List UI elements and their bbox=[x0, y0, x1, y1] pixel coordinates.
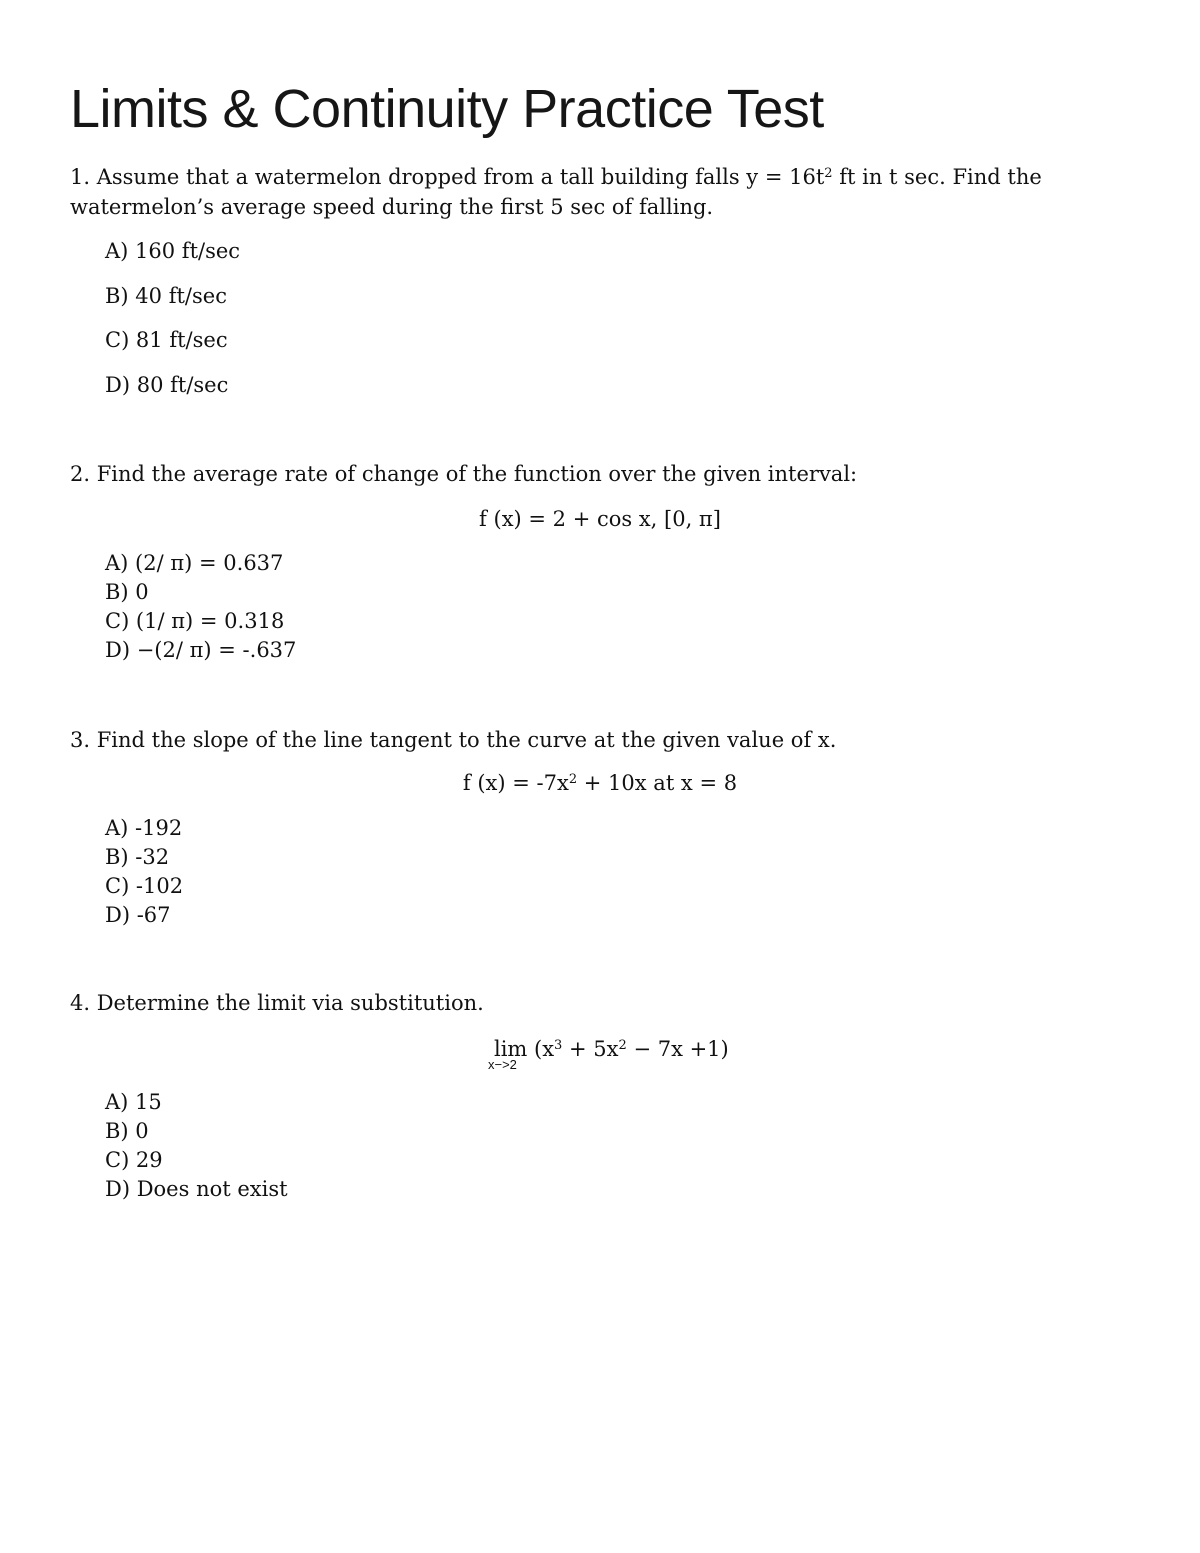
question-1-option-a: A) 160 ft/sec bbox=[105, 239, 241, 263]
question-1-option-b: B) 40 ft/sec bbox=[105, 284, 227, 308]
question-1-text-line-1: 1. Assume that a watermelon dropped from a tall building falls $y = 16t^2$ ft in t sec. Find the bbox=[70, 165, 1042, 189]
question-4-option-a: A) 15 bbox=[105, 1090, 162, 1114]
question-2-option-a: A) (2/ π) = 0.637 bbox=[105, 551, 284, 575]
question-4-option-c: C) 29 bbox=[105, 1148, 163, 1172]
question-1-option-d: D) 80 ft/sec bbox=[105, 373, 229, 397]
question-2-option-b: B) 0 bbox=[105, 580, 149, 604]
question-2-formula: f (x) = 2 + cos x, [0, π] bbox=[479, 507, 721, 531]
question-2-option-d: D) −(2/ π) = -.637 bbox=[105, 638, 297, 662]
question-2-option-c: C) (1/ π) = 0.318 bbox=[105, 609, 285, 633]
page-title: Limits & Continuity Practice Test bbox=[70, 79, 824, 139]
limit-polynomial: $(x^3 + 5x^2 - 7x +1)$ bbox=[534, 1037, 729, 1061]
question-2-text: 2. Find the average rate of change of the function over the given interval: bbox=[70, 462, 858, 486]
question-3-option-a: A) -192 bbox=[105, 816, 183, 840]
limit-operator: lim bbox=[494, 1037, 528, 1061]
question-4-text: 4. Determine the limit via substitution. bbox=[70, 991, 484, 1015]
question-3-text: 3. Find the slope of the line tangent to the curve at the given value of x. bbox=[70, 728, 837, 752]
question-3-option-d: D) -67 bbox=[105, 903, 171, 927]
limit-subscript: x−>2 bbox=[488, 1057, 517, 1072]
question-3-option-c: C) -102 bbox=[105, 874, 184, 898]
question-4-option-d: D) Does not exist bbox=[105, 1177, 288, 1201]
question-1-text-line-2: watermelon’s average speed during the first 5 sec of falling. bbox=[70, 195, 714, 219]
question-1-option-c: C) 81 ft/sec bbox=[105, 328, 228, 352]
question-4-option-b: B) 0 bbox=[105, 1119, 149, 1143]
question-3-option-b: B) -32 bbox=[105, 845, 170, 869]
question-3-formula: f $(x) = -7x^2 + 10x$ at x = 8 bbox=[462, 771, 738, 795]
